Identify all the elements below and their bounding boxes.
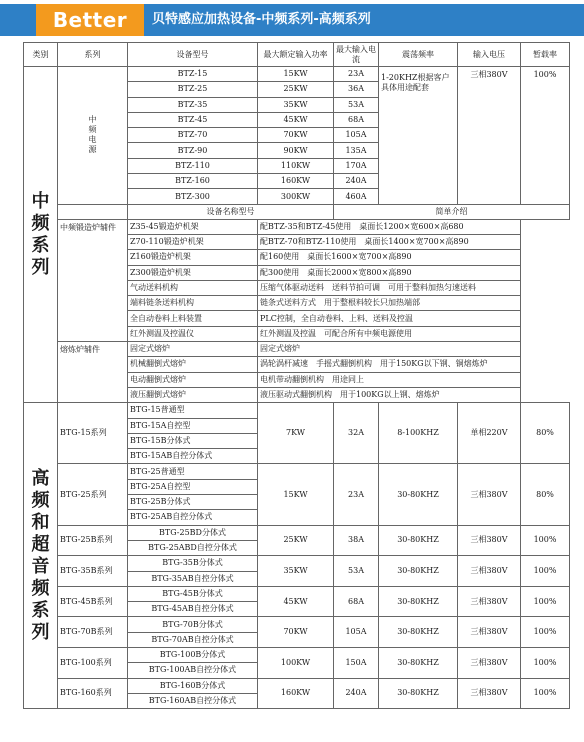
hf-voltage: 三相380V [458, 647, 521, 678]
current-cell: 135A [334, 143, 379, 158]
hf-current: 150A [334, 647, 379, 678]
series-mf-power [58, 67, 128, 205]
power-cell: 110KW [258, 158, 334, 173]
hf-model-row [24, 617, 570, 632]
hf-duty: 100% [521, 525, 570, 556]
melt-accessory-row [24, 342, 570, 357]
accessory-name: 红外测温及控温仪 [128, 326, 258, 341]
model-cell: BTZ-70 [128, 128, 258, 143]
brand-text: Better [52, 8, 128, 32]
hf-current: 38A [334, 525, 379, 556]
category-hf: 高频和超音频系列 [24, 403, 58, 709]
hf-duty: 80% [521, 403, 570, 464]
current-cell: 53A [334, 97, 379, 112]
hf-series: BTG-70B系列 [58, 617, 128, 648]
series-char: 电 [88, 135, 97, 145]
hf-voltage: 三相380V [458, 556, 521, 587]
hf-voltage: 三相380V [458, 464, 521, 525]
hf-duty: 100% [521, 678, 570, 709]
hf-model-row [24, 586, 570, 601]
hf-model: BTG-160B分体式 [128, 678, 258, 693]
hf-model: BTG-15B分体式 [128, 433, 258, 448]
current-cell: 240A [334, 174, 379, 189]
accessory-desc: 配BTZ-70和BTZ-110使用 桌面长1400×宽700×高890 [258, 234, 521, 249]
hf-model: BTG-45B分体式 [128, 586, 258, 601]
hf-voltage: 三相380V [458, 678, 521, 709]
hf-model: BTG-25ABD自控分体式 [128, 540, 258, 555]
accessory-header-blank [58, 204, 128, 219]
hf-series: BTG-35B系列 [58, 556, 128, 587]
hf-series: BTG-25系列 [58, 464, 128, 525]
brand-logo [36, 4, 144, 36]
power-cell: 25KW [258, 82, 334, 97]
accessory-desc: PLC控制，全自动卷料、上料、送料及控温 [258, 311, 521, 326]
current-cell: 460A [334, 189, 379, 204]
hf-series: BTG-45B系列 [58, 586, 128, 617]
hf-frequency: 30-80KHZ [379, 586, 458, 617]
title-banner [0, 0, 584, 36]
hf-frequency: 30-80KHZ [379, 525, 458, 556]
model-cell: BTZ-160 [128, 174, 258, 189]
current-cell: 170A [334, 158, 379, 173]
hf-duty: 100% [521, 556, 570, 587]
power-cell: 90KW [258, 143, 334, 158]
accessory-name: 液压翻倒式熔炉 [128, 387, 258, 402]
hf-model-row [24, 525, 570, 540]
hf-model: BTG-100B分体式 [128, 647, 258, 662]
series-forge-accessory: 中频锻造炉辅件 [58, 219, 128, 341]
power-cell: 15KW [258, 67, 334, 82]
accessory-name: 气动送料机构 [128, 280, 258, 295]
hf-series: BTG-100系列 [58, 647, 128, 678]
header-frequency: 震荡频率 [379, 43, 458, 67]
accessory-header-name: 设备名称型号 [128, 204, 334, 219]
header-power: 最大额定输入功率 [258, 43, 334, 67]
hf-current: 53A [334, 556, 379, 587]
hf-power: 35KW [258, 556, 334, 587]
power-cell: 45KW [258, 112, 334, 127]
hf-voltage: 三相380V [458, 525, 521, 556]
hf-series: BTG-15系列 [58, 403, 128, 464]
table-header-row [24, 43, 570, 67]
series-char: 频 [88, 125, 97, 135]
accessory-desc: 液压驱动式翻倒机构 用于100KG以上钢、熔炼炉 [258, 387, 521, 402]
accessory-desc: 配160使用 桌面长1600×宽700×高890 [258, 250, 521, 265]
hf-voltage: 单相220V [458, 403, 521, 464]
accessory-desc: 涡轮涡杆减速 手摇式翻倒机构 用于150KG以下钢、铜熔炼炉 [258, 357, 521, 372]
spec-table [23, 42, 570, 709]
accessory-header-row [24, 204, 570, 219]
accessory-name: Z160锻造炉机架 [128, 250, 258, 265]
hf-series: BTG-160系列 [58, 678, 128, 709]
mf-frequency-note: 1-20KHZ根据客户具体用途配套 [379, 67, 458, 205]
current-cell: 36A [334, 82, 379, 97]
hf-current: 32A [334, 403, 379, 464]
hf-model: BTG-25普通型 [128, 464, 258, 479]
hf-power: 15KW [258, 464, 334, 525]
hf-model-row [24, 647, 570, 662]
header-model: 设备型号 [128, 43, 258, 67]
model-cell: BTZ-35 [128, 97, 258, 112]
accessory-desc: 配300使用 桌面长2000×宽800×高890 [258, 265, 521, 280]
hf-current: 68A [334, 586, 379, 617]
mf-voltage: 三相380V [458, 67, 521, 205]
hf-duty: 100% [521, 586, 570, 617]
hf-current: 105A [334, 617, 379, 648]
power-cell: 70KW [258, 128, 334, 143]
hf-model: BTG-15AB自控分体式 [128, 449, 258, 464]
model-cell: BTZ-25 [128, 82, 258, 97]
hf-duty: 100% [521, 617, 570, 648]
accessory-name: Z70-110锻造炉机架 [128, 234, 258, 249]
header-category: 类别 [24, 43, 58, 67]
hf-model: BTG-25A自控型 [128, 479, 258, 494]
current-cell: 68A [334, 112, 379, 127]
category-mf: 中频系列 [24, 67, 58, 403]
banner-title: 贝特感应加热设备-中频系列-高频系列 [152, 12, 371, 27]
series-char: 中 [88, 115, 97, 125]
hf-frequency: 30-80KHZ [379, 556, 458, 587]
hf-model: BTG-25AB自控分体式 [128, 510, 258, 525]
hf-frequency: 30-80KHZ [379, 617, 458, 648]
hf-model: BTG-15A自控型 [128, 418, 258, 433]
accessory-name: 固定式熔炉 [128, 342, 258, 357]
hf-model: BTG-100AB自控分体式 [128, 663, 258, 678]
header-voltage: 输入电压 [458, 43, 521, 67]
accessory-desc: 配BTZ-35和BTZ-45使用 桌面长1200×宽600×高680 [258, 219, 521, 234]
accessory-desc: 固定式熔炉 [258, 342, 521, 357]
hf-frequency: 8-100KHZ [379, 403, 458, 464]
hf-model: BTG-35AB自控分体式 [128, 571, 258, 586]
series-char: 源 [88, 145, 97, 155]
power-cell: 160KW [258, 174, 334, 189]
accessory-header-desc: 简单介绍 [334, 204, 570, 219]
model-cell: BTZ-300 [128, 189, 258, 204]
hf-model-row [24, 464, 570, 479]
accessory-name: 端料链条送料机构 [128, 296, 258, 311]
model-cell: BTZ-45 [128, 112, 258, 127]
model-cell: BTZ-110 [128, 158, 258, 173]
series-melt-accessory: 熔炼炉辅件 [58, 342, 128, 403]
accessory-name: Z35-45锻造炉机架 [128, 219, 258, 234]
header-series: 系列 [58, 43, 128, 67]
hf-voltage: 三相380V [458, 586, 521, 617]
accessory-name: 机械翻倒式熔炉 [128, 357, 258, 372]
current-cell: 105A [334, 128, 379, 143]
hf-power: 45KW [258, 586, 334, 617]
hf-duty: 80% [521, 464, 570, 525]
header-duty: 暂载率 [521, 43, 570, 67]
hf-frequency: 30-80KHZ [379, 647, 458, 678]
model-cell: BTZ-90 [128, 143, 258, 158]
hf-model: BTG-70B分体式 [128, 617, 258, 632]
model-cell: BTZ-15 [128, 67, 258, 82]
power-cell: 35KW [258, 97, 334, 112]
hf-model-row [24, 403, 570, 418]
accessory-desc: 红外测温及控温 可配合所有中频电源使用 [258, 326, 521, 341]
hf-current: 240A [334, 678, 379, 709]
hf-power: 160KW [258, 678, 334, 709]
hf-current: 23A [334, 464, 379, 525]
hf-frequency: 30-80KHZ [379, 678, 458, 709]
mf-power-row [24, 67, 570, 82]
mf-duty: 100% [521, 67, 570, 205]
hf-power: 100KW [258, 647, 334, 678]
accessory-name: 全自动卷料上料装置 [128, 311, 258, 326]
hf-model-row [24, 556, 570, 571]
forge-accessory-row [24, 219, 570, 234]
hf-series: BTG-25B系列 [58, 525, 128, 556]
hf-model: BTG-25B分体式 [128, 495, 258, 510]
accessory-desc: 电机带动翻倒机构 用途同上 [258, 372, 521, 387]
hf-frequency: 30-80KHZ [379, 464, 458, 525]
hf-power: 70KW [258, 617, 334, 648]
hf-power: 25KW [258, 525, 334, 556]
hf-model-row [24, 678, 570, 693]
hf-power: 7KW [258, 403, 334, 464]
hf-voltage: 三相380V [458, 617, 521, 648]
header-current: 最大输入电流 [334, 43, 379, 67]
hf-model: BTG-25BD分体式 [128, 525, 258, 540]
accessory-desc: 链条式送料方式 用于整根料较长只加热端部 [258, 296, 521, 311]
accessory-name: Z300锻造炉机架 [128, 265, 258, 280]
hf-model: BTG-70AB自控分体式 [128, 632, 258, 647]
accessory-name: 电动翻倒式熔炉 [128, 372, 258, 387]
hf-model: BTG-15普通型 [128, 403, 258, 418]
hf-model: BTG-160AB自控分体式 [128, 693, 258, 708]
hf-duty: 100% [521, 647, 570, 678]
hf-model: BTG-35B分体式 [128, 556, 258, 571]
current-cell: 23A [334, 67, 379, 82]
power-cell: 300KW [258, 189, 334, 204]
hf-model: BTG-45AB自控分体式 [128, 602, 258, 617]
accessory-desc: 压缩气体驱动送料 送料节拍可调 可用于整料加热匀速送料 [258, 280, 521, 295]
